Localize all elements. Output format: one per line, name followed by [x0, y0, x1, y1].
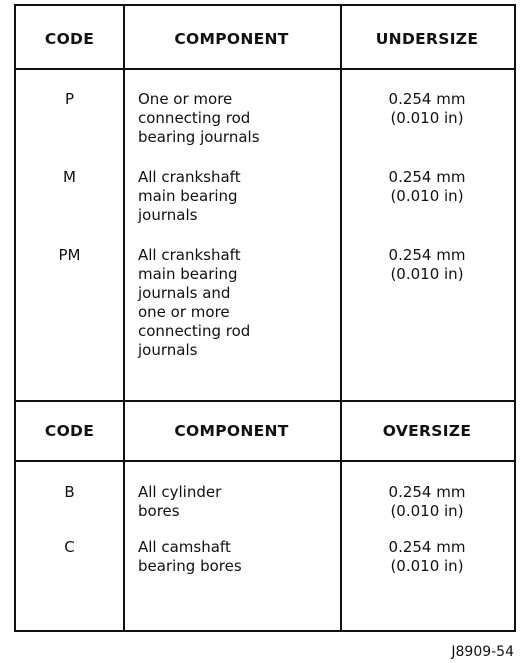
row-size-b: 0.254 mm (0.010 in)	[388, 483, 466, 520]
row-size-m: 0.254 mm (0.010 in)	[388, 168, 466, 205]
row-size-p: 0.254 mm (0.010 in)	[388, 90, 466, 127]
undersize-header-rule	[16, 68, 514, 70]
row-component-m: All crankshaft main bearing journals	[138, 168, 241, 224]
row-size-c: 0.254 mm (0.010 in)	[388, 538, 466, 575]
row-code-pm: PM	[58, 246, 81, 264]
spec-table-frame	[14, 4, 516, 632]
undersize-header-component: COMPONENT	[174, 30, 289, 48]
oversize-header-size: OVERSIZE	[382, 422, 472, 440]
row-component-c: All camshaft bearing bores	[138, 538, 242, 575]
section-divider-rule	[16, 400, 514, 402]
row-component-pm: All crankshaft main bearing journals and one or more connecting rod journals	[138, 246, 251, 359]
oversize-header-code: CODE	[44, 422, 95, 440]
row-component-b: All cylinder bores	[138, 483, 222, 520]
undersize-header-code: CODE	[44, 30, 95, 48]
oversize-header-component: COMPONENT	[174, 422, 289, 440]
figure-id: J8909-54	[451, 644, 514, 660]
row-code-c: C	[64, 538, 75, 556]
undersize-header-size: UNDERSIZE	[375, 30, 479, 48]
row-code-p: P	[64, 90, 75, 108]
row-component-p: One or more connecting rod bearing journals	[138, 90, 260, 146]
oversize-header-rule	[16, 460, 514, 462]
row-code-m: M	[63, 168, 76, 186]
row-code-b: B	[64, 483, 75, 501]
row-size-pm: 0.254 mm (0.010 in)	[388, 246, 466, 283]
column-divider-1	[123, 6, 125, 630]
